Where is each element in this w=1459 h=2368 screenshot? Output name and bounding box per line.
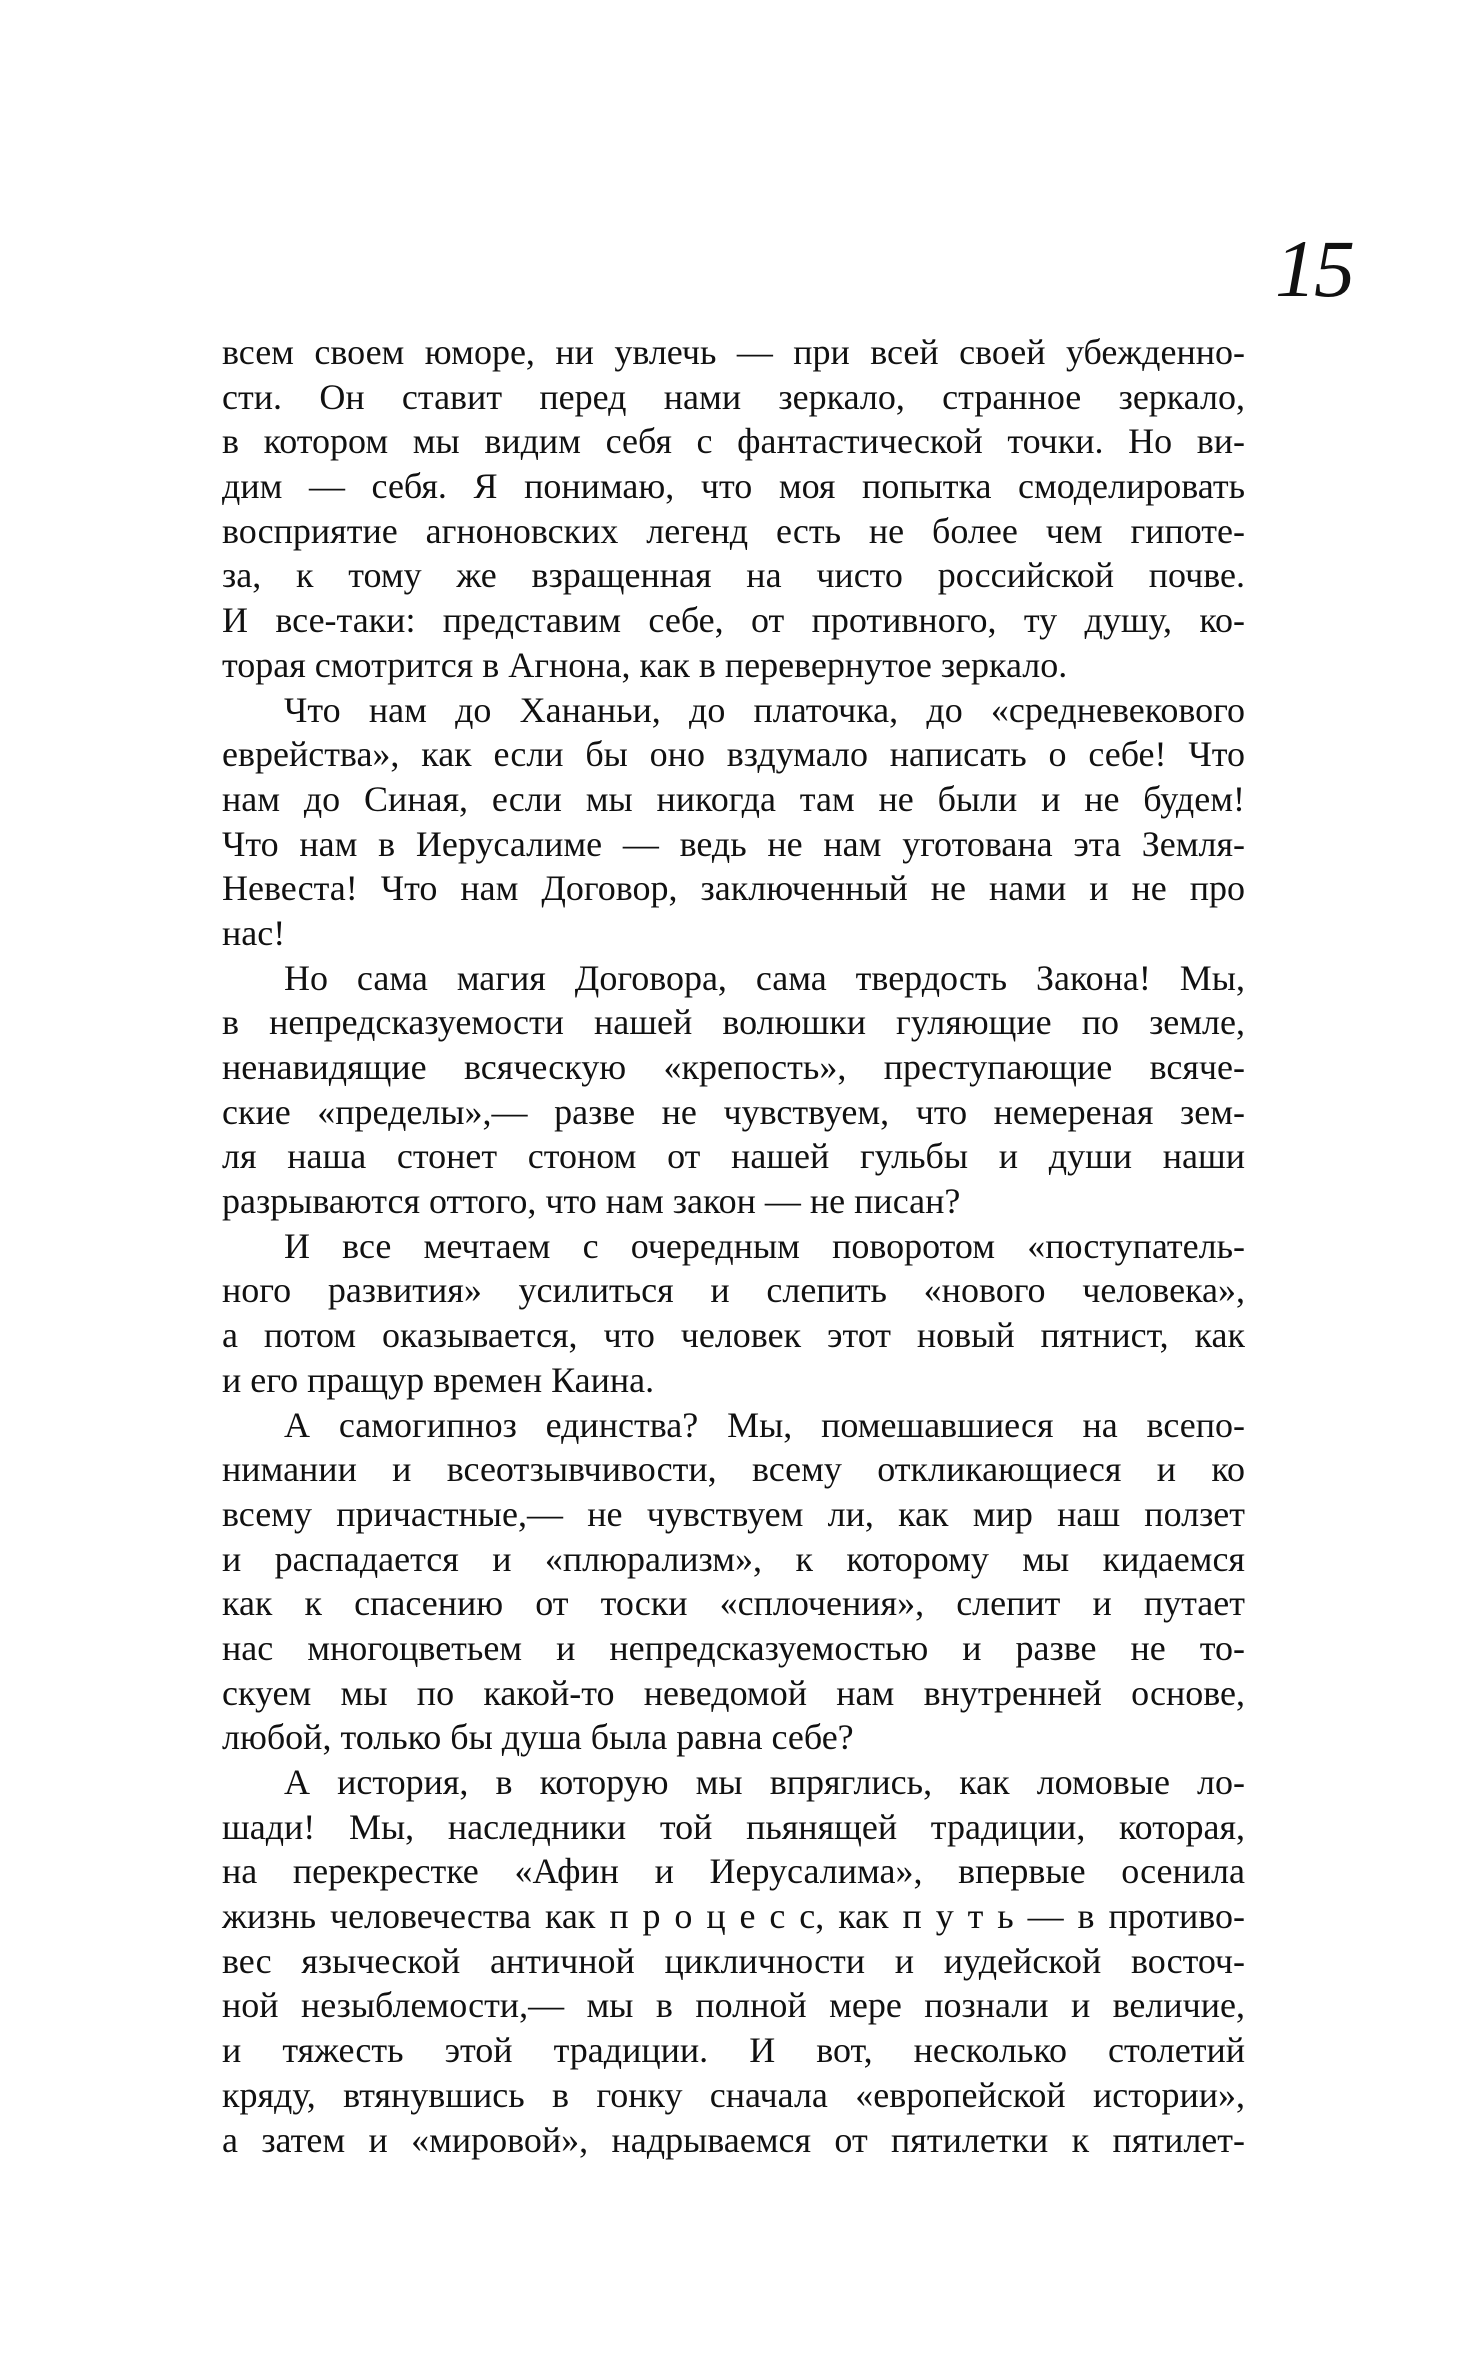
text-line: нам до Синая, если мы никогда там не были и не будем! [222, 778, 1245, 819]
text-line: всем своем юморе, ни увлечь — при всей своей убежденно- [222, 332, 1245, 372]
text-line: жизнь человечества как п р о ц е с с, как п у т ь — в противо- [222, 1896, 1245, 1937]
text-line: еврейства», как если бы оно вздумало написать о себе! Что [222, 734, 1245, 775]
body-text [222, 330, 1245, 2162]
text-line: Что нам в Иерусалиме — ведь не нам уготована эта Земля- [222, 823, 1245, 864]
text-line: ного развития» усилиться и слепить «нового человека», [222, 1270, 1245, 1311]
text-line: а затем и «мировой», надрываемся от пятилетки к пятилет- [222, 2119, 1245, 2160]
text-line: в непредсказуемости нашей волюшки гуляющие по земле, [222, 1002, 1245, 1043]
text-line: в котором мы видим себя с фантастической точки. Но ви- [222, 421, 1245, 462]
text-line: за, к тому же взращенная на чисто российской почве. [222, 555, 1245, 596]
text-line: разрываются оттого, что нам закон — не писан? [222, 1181, 961, 1222]
text-line: кряду, втянувшись в гонку сначала «европейской истории», [222, 2074, 1245, 2115]
text-line: И все-таки: представим себе, от противного, ту душу, ко- [222, 600, 1245, 641]
text-line: нас! [222, 912, 286, 953]
text-line: ля наша стонет стоном от нашей гульбы и души наши [222, 1136, 1245, 1177]
text-line: Невеста! Что нам Договор, заключенный не нами и не про [222, 868, 1245, 909]
text-line: нимании и всеотзывчивости, всему откликающиеся и ко [222, 1449, 1245, 1490]
text-line: восприятие агноновских легенд есть не более чем гипоте- [222, 510, 1245, 551]
text-line: А самогипноз единства? Мы, помешавшиеся на всепо- [284, 1404, 1245, 1445]
text-line: ские «пределы»,— разве не чувствуем, что немереная зем- [222, 1091, 1245, 1132]
text-line: нас многоцветьем и непредсказуемостью и разве не то- [222, 1627, 1245, 1668]
text-line: сти. Он ставит перед нами зеркало, странное зеркало, [222, 376, 1245, 417]
text-line: и распадается и «плюрализм», к которому мы кидаемся [222, 1538, 1245, 1579]
text-line: вес языческой античной цикличности и иудейской восточ- [222, 1940, 1245, 1981]
text-line: как к спасению от тоски «сплочения», слепит и путает [222, 1583, 1245, 1624]
text-line: Что нам до Хананьи, до платочка, до «средневекового [284, 689, 1245, 730]
text-line: шади! Мы, наследники той пьянящей традиции, которая, [222, 1806, 1245, 1847]
text-line: Но сама магия Договора, сама твердость Закона! Мы, [284, 957, 1245, 998]
text-line: всему причастные,— не чувствуем ли, как мир наш ползет [222, 1493, 1245, 1534]
text-line: на перекрестке «Афин и Иерусалима», впервые осенила [222, 1851, 1245, 1892]
page-number: 15 [1275, 223, 1353, 314]
text-line: и тяжесть этой традиции. И вот, несколько столетий [222, 2030, 1245, 2071]
text-line: а потом оказывается, что человек этот новый пятнист, как [222, 1315, 1245, 1356]
text-line: И все мечтаем с очередным поворотом «поступатель- [284, 1225, 1245, 1266]
text-line: скуем мы по какой-то неведомой нам внутренней основе, [222, 1672, 1245, 1713]
text-line: любой, только бы душа была равна себе? [222, 1717, 854, 1758]
text-line: А история, в которую мы впряглись, как ломовые ло- [284, 1762, 1245, 1802]
text-line: дим — себя. Я понимаю, что моя попытка смоделировать [222, 466, 1245, 507]
text-line: торая смотрится в Агнона, как в перевернутое зеркало. [222, 644, 1068, 685]
text-line: ненавидящие всяческую «крепость», преступающие всяче- [222, 1047, 1245, 1087]
text-line: и его пращур времен Каина. [222, 1359, 655, 1400]
text-line: ной незыблемости,— мы в полной мере познали и величие, [222, 1985, 1245, 2026]
